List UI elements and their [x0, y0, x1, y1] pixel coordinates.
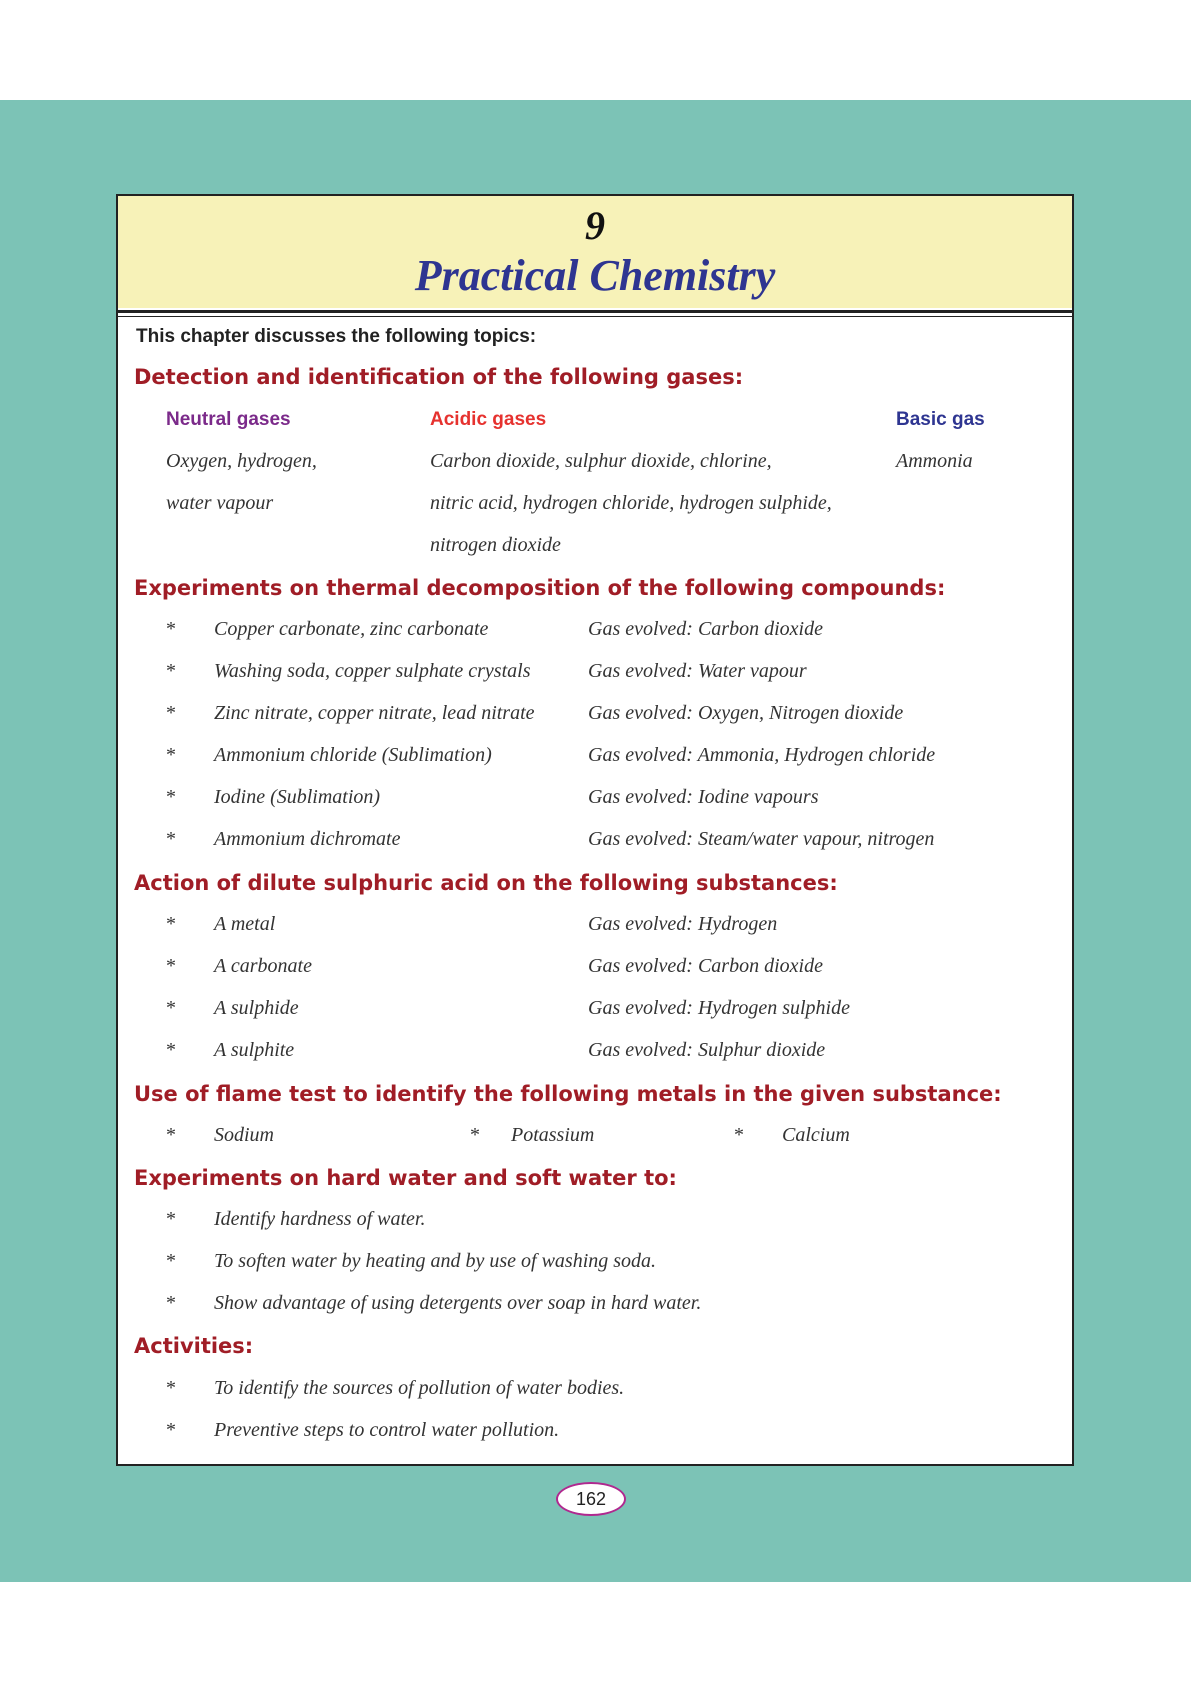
bullet-star: * — [166, 1208, 176, 1230]
bullet-star: * — [734, 1124, 744, 1146]
bullet-star: * — [166, 744, 176, 766]
bullet-star: * — [166, 1419, 176, 1441]
page-number: 162 — [556, 1482, 626, 1516]
item-gas: Gas evolved: Steam/water vapour, nitrogen — [588, 828, 935, 850]
bullet-star: * — [166, 618, 176, 640]
flame-item: Potassium — [511, 1124, 595, 1146]
chapter-title: Practical Chemistry — [414, 251, 776, 300]
item-substance: Zinc nitrate, copper nitrate, lead nitrate — [214, 702, 535, 724]
bullet-star: * — [166, 1250, 176, 1272]
item-text: To identify the sources of pollution of water bodies. — [214, 1377, 625, 1399]
bullet-star: * — [166, 660, 176, 682]
bullet-star: * — [166, 1377, 176, 1399]
item-gas: Gas evolved: Ammonia, Hydrogen chloride — [588, 744, 936, 766]
section-heading-flame: Use of flame test to identify the following metals in the given substance: — [134, 1082, 1002, 1106]
bullet-star: * — [166, 786, 176, 808]
item-substance: Washing soda, copper sulphate crystals — [214, 660, 531, 682]
section-heading-thermal: Experiments on thermal decomposition of the following compounds: — [134, 576, 946, 600]
bullet-star: * — [166, 997, 176, 1019]
item-substance: A carbonate — [214, 955, 312, 977]
item-text: Show advantage of using detergents over soap in hard water. — [214, 1292, 702, 1314]
banner-rule-thin — [118, 316, 1072, 317]
item-substance: A sulphite — [214, 1039, 295, 1061]
bullet-star: * — [166, 913, 176, 935]
item-gas: Gas evolved: Sulphur dioxide — [588, 1039, 826, 1061]
neutral-gases-line: Oxygen, hydrogen, — [166, 450, 317, 472]
acidic-gases-line: Carbon dioxide, sulphur dioxide, chlorine, — [430, 450, 772, 472]
item-substance: Ammonium dichromate — [214, 828, 401, 850]
basic-gas-label: Basic gas — [896, 409, 985, 430]
chapter-banner — [118, 196, 1072, 308]
item-substance: A metal — [214, 913, 276, 935]
item-substance: Ammonium chloride (Sublimation) — [214, 744, 492, 766]
item-text: Identify hardness of water. — [214, 1208, 426, 1230]
bullet-star: * — [166, 1292, 176, 1314]
item-gas: Gas evolved: Carbon dioxide — [588, 955, 823, 977]
flame-item: Sodium — [214, 1124, 274, 1146]
basic-gas-line: Ammonia — [896, 450, 973, 472]
section-heading-gases: Detection and identification of the following gases: — [134, 365, 744, 389]
bullet-star: * — [166, 828, 176, 850]
bullet-star: * — [166, 1039, 176, 1061]
intro-text: This chapter discusses the following topics: — [136, 326, 537, 347]
bullet-star: * — [166, 702, 176, 724]
item-substance: Iodine (Sublimation) — [214, 786, 381, 808]
item-gas: Gas evolved: Hydrogen — [588, 913, 778, 935]
item-text: Preventive steps to control water pollution. — [214, 1419, 560, 1441]
item-gas: Gas evolved: Iodine vapours — [588, 786, 819, 808]
acidic-gases-line: nitric acid, hydrogen chloride, hydrogen sulphide, — [430, 492, 832, 514]
flame-item: Calcium — [782, 1124, 850, 1146]
section-heading-activities: Activities: — [134, 1334, 254, 1358]
section-heading-water: Experiments on hard water and soft water to: — [134, 1166, 677, 1190]
item-substance: Copper carbonate, zinc carbonate — [214, 618, 489, 640]
acidic-gases-label: Acidic gases — [430, 409, 547, 430]
neutral-gases-line: water vapour — [166, 492, 274, 514]
item-gas: Gas evolved: Water vapour — [588, 660, 807, 682]
bullet-star: * — [166, 955, 176, 977]
chapter-card — [116, 194, 1074, 1466]
chapter-number: 9 — [585, 203, 605, 248]
item-text: To soften water by heating and by use of washing soda. — [214, 1250, 657, 1272]
bullet-star: * — [166, 1124, 176, 1146]
neutral-gases-label: Neutral gases — [166, 409, 291, 430]
item-gas: Gas evolved: Carbon dioxide — [588, 618, 823, 640]
acidic-gases-line: nitrogen dioxide — [430, 534, 561, 556]
section-heading-acid: Action of dilute sulphuric acid on the following substances: — [134, 871, 838, 895]
bullet-star: * — [470, 1124, 480, 1146]
item-substance: A sulphide — [214, 997, 299, 1019]
item-gas: Gas evolved: Oxygen, Nitrogen dioxide — [588, 702, 904, 724]
banner-rule-thick — [118, 310, 1072, 313]
item-gas: Gas evolved: Hydrogen sulphide — [588, 997, 850, 1019]
